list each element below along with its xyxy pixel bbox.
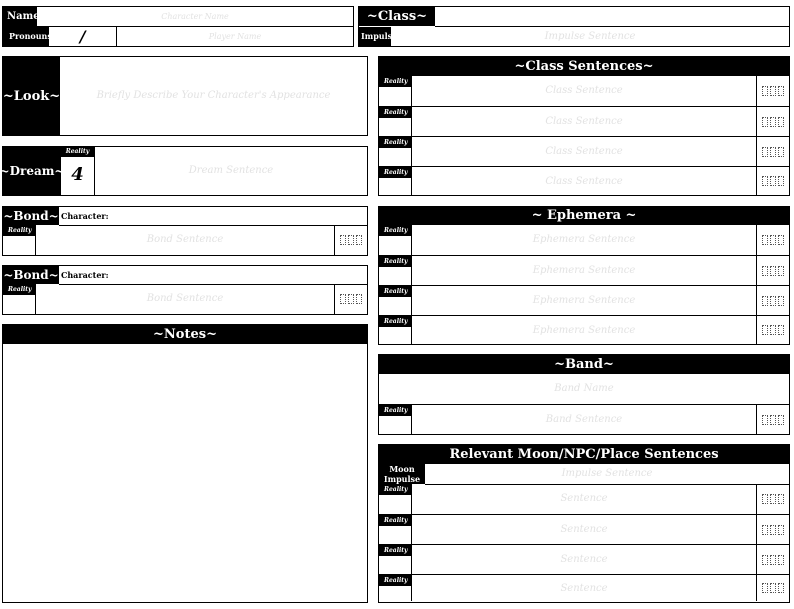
bond-box-2	[2, 265, 368, 315]
ephemera-rows	[379, 225, 789, 344]
moon-label: Moon	[389, 464, 415, 474]
tracker[interactable]	[757, 286, 789, 315]
pronouns-field[interactable]: /	[49, 27, 117, 46]
band-title: ~Band~	[379, 355, 789, 374]
tracker-box[interactable]	[762, 86, 768, 96]
bond-reality-cell-2[interactable]	[3, 295, 36, 314]
reality-label: Reality	[379, 225, 412, 236]
tracker-box[interactable]	[770, 555, 776, 565]
reality-cell[interactable]	[379, 327, 412, 344]
tracker[interactable]	[757, 405, 789, 434]
tracker-box[interactable]	[770, 266, 776, 276]
tracker[interactable]	[757, 225, 789, 255]
name-label: Name	[3, 7, 37, 26]
tracker-box[interactable]	[770, 147, 776, 157]
tracker-box[interactable]	[762, 296, 768, 306]
tracker-box[interactable]	[778, 176, 784, 186]
tracker[interactable]	[757, 484, 789, 514]
tracker-box[interactable]	[778, 235, 784, 245]
tracker-box[interactable]	[778, 296, 784, 306]
bond-row-1	[3, 225, 367, 255]
reality-cell[interactable]	[379, 178, 412, 195]
reality-cell[interactable]	[379, 267, 412, 285]
ephemera-box	[378, 206, 790, 345]
class-sentence-field[interactable]: Class Sentence	[412, 167, 757, 195]
reality-label: Reality	[379, 167, 412, 178]
class-sentences-box	[378, 56, 790, 196]
bond-reality-label-1: Reality	[3, 225, 36, 236]
reality-cell[interactable]	[379, 236, 412, 255]
tracker-box[interactable]	[778, 266, 784, 276]
tracker-box[interactable]	[778, 147, 784, 157]
tracker-box[interactable]	[770, 494, 776, 504]
tracker-box[interactable]	[348, 294, 354, 304]
tracker[interactable]	[757, 256, 789, 285]
look-title: ~Look~	[3, 57, 60, 135]
bond-row-2	[3, 284, 367, 314]
tracker-box[interactable]	[770, 86, 776, 96]
tracker-box[interactable]	[356, 294, 362, 304]
relevant-sentence-field[interactable]: Sentence	[412, 545, 757, 574]
reality-cell[interactable]	[379, 495, 412, 514]
identity-box	[2, 6, 354, 47]
tracker-box[interactable]	[762, 117, 768, 127]
dream-reality-label: Reality	[61, 147, 94, 157]
ephemera-row	[379, 315, 789, 344]
look-box	[2, 56, 368, 136]
tracker-box[interactable]	[762, 147, 768, 157]
reality-label: Reality	[379, 76, 412, 87]
bond-character-label-1: Character:	[61, 211, 109, 221]
dream-title: ~Dream~	[3, 147, 61, 195]
bond-tracker-1[interactable]	[335, 225, 367, 255]
impulse-label: Impulse	[359, 27, 391, 46]
band-sentence-field[interactable]: Band Sentence	[412, 405, 757, 434]
class-sentence-row	[379, 136, 789, 166]
reality-label: Reality	[379, 107, 412, 118]
tracker-box[interactable]	[778, 117, 784, 127]
tracker[interactable]	[757, 545, 789, 574]
ephemera-row	[379, 285, 789, 315]
ephemera-sentence-field[interactable]: Ephemera Sentence	[412, 225, 757, 255]
reality-label: Reality	[379, 286, 412, 297]
class-box	[358, 6, 790, 47]
relevant-rows	[379, 484, 789, 602]
tracker-box[interactable]	[356, 235, 362, 245]
tracker-box[interactable]	[770, 176, 776, 186]
tracker-box[interactable]	[762, 555, 768, 565]
tracker-box[interactable]	[762, 583, 768, 593]
relevant-title: Relevant Moon/NPC/Place Sentences	[379, 445, 789, 464]
bond-reality-label-2: Reality	[3, 284, 36, 295]
band-name-field[interactable]: Band Name	[554, 383, 614, 394]
reality-cell[interactable]	[379, 526, 412, 544]
reality-label: Reality	[379, 484, 412, 495]
class-title: ~Class~	[359, 7, 435, 26]
notes-area[interactable]	[3, 344, 367, 602]
tracker-box[interactable]	[778, 583, 784, 593]
class-sentence-row	[379, 76, 789, 106]
relevant-row	[379, 484, 789, 514]
tracker-box[interactable]	[778, 525, 784, 535]
reality-cell[interactable]	[379, 586, 412, 601]
tracker-box[interactable]	[778, 555, 784, 565]
bond-sentence-field-2[interactable]: Bond Sentence	[36, 284, 335, 314]
tracker-box[interactable]	[762, 525, 768, 535]
class-sentence-row	[379, 106, 789, 136]
reality-label: Reality	[379, 256, 412, 267]
dream-reality-value[interactable]: 4	[71, 164, 84, 185]
tracker-box[interactable]	[340, 294, 346, 304]
tracker[interactable]	[757, 575, 789, 601]
bond-title-2: ~Bond~	[3, 268, 59, 282]
ephemera-sentence-field[interactable]: Ephemera Sentence	[412, 286, 757, 315]
ephemera-sentence-field[interactable]: Ephemera Sentence	[412, 316, 757, 344]
reality-cell[interactable]	[379, 118, 412, 136]
reality-label: Reality	[379, 137, 412, 148]
reality-cell[interactable]	[379, 416, 412, 434]
bond-tracker-2[interactable]	[335, 284, 367, 314]
tracker-box[interactable]	[778, 325, 784, 335]
bond-sentence-field-1[interactable]: Bond Sentence	[36, 225, 335, 255]
tracker-box[interactable]	[778, 494, 784, 504]
impulse-sublabel: Impulse	[383, 474, 421, 484]
player-name-field[interactable]: Player Name	[208, 32, 262, 41]
reality-label: Reality	[379, 575, 412, 586]
tracker[interactable]	[757, 316, 789, 344]
look-description-field[interactable]: Briefly Describe Your Character's Appearance	[96, 90, 331, 101]
tracker[interactable]	[757, 167, 789, 195]
reality-label: Reality	[379, 405, 412, 416]
class-sentence-field[interactable]: Class Sentence	[412, 107, 757, 136]
dream-sentence-field[interactable]: Dream Sentence	[188, 165, 274, 176]
tracker-box[interactable]	[348, 235, 354, 245]
notes-box	[2, 324, 368, 603]
class-sentence-row	[379, 166, 789, 195]
pronouns-label: Pronouns	[3, 27, 49, 46]
relevant-sentence-field[interactable]: Sentence	[412, 515, 757, 544]
class-sentences-rows	[379, 76, 789, 195]
tracker-box[interactable]	[340, 235, 346, 245]
bond-character-label-2: Character:	[61, 270, 109, 280]
class-sentences-title: ~Class Sentences~	[379, 57, 789, 76]
tracker-box[interactable]	[762, 325, 768, 335]
tracker[interactable]	[757, 107, 789, 136]
tracker-box[interactable]	[770, 583, 776, 593]
relevant-sentence-field[interactable]: Sentence	[412, 575, 757, 601]
bond-title-1: ~Bond~	[3, 209, 59, 223]
class-sentence-field[interactable]: Class Sentence	[412, 137, 757, 166]
character-name-field[interactable]: Character Name	[161, 12, 229, 21]
moon-impulse-field[interactable]: Impulse Sentence	[561, 468, 653, 479]
ephemera-title: ~ Ephemera ~	[379, 207, 789, 225]
tracker-box[interactable]	[762, 176, 768, 186]
moon-impulse-label	[379, 464, 425, 484]
ephemera-sentence-field[interactable]: Ephemera Sentence	[412, 256, 757, 285]
reality-cell[interactable]	[379, 556, 412, 574]
tracker[interactable]	[757, 76, 789, 106]
tracker-box[interactable]	[770, 235, 776, 245]
reality-cell[interactable]	[379, 87, 412, 106]
class-sentence-field[interactable]: Class Sentence	[412, 76, 757, 106]
notes-title: ~Notes~	[3, 325, 367, 344]
band-row	[379, 405, 789, 434]
relevant-box	[378, 444, 790, 603]
tracker-box[interactable]	[762, 415, 768, 425]
reality-label: Reality	[379, 316, 412, 327]
tracker[interactable]	[757, 515, 789, 544]
tracker-box[interactable]	[762, 494, 768, 504]
tracker-box[interactable]	[770, 415, 776, 425]
relevant-row	[379, 514, 789, 544]
tracker-box[interactable]	[762, 235, 768, 245]
band-box	[378, 354, 790, 435]
reality-cell[interactable]	[379, 148, 412, 166]
tracker-box[interactable]	[770, 296, 776, 306]
reality-label: Reality	[379, 515, 412, 526]
tracker-box[interactable]	[770, 525, 776, 535]
relevant-sentence-field[interactable]: Sentence	[412, 484, 757, 514]
ephemera-row	[379, 255, 789, 285]
tracker-box[interactable]	[762, 266, 768, 276]
tracker-box[interactable]	[778, 86, 784, 96]
reality-cell[interactable]	[379, 297, 412, 315]
bond-box-1	[2, 206, 368, 256]
tracker[interactable]	[757, 137, 789, 166]
tracker-box[interactable]	[770, 325, 776, 335]
dream-box	[2, 146, 368, 196]
tracker-box[interactable]	[770, 117, 776, 127]
tracker-box[interactable]	[778, 415, 784, 425]
relevant-row	[379, 544, 789, 574]
relevant-row	[379, 574, 789, 601]
ephemera-row	[379, 225, 789, 255]
bond-reality-cell-1[interactable]	[3, 236, 36, 255]
class-impulse-field[interactable]: Impulse Sentence	[544, 31, 636, 42]
reality-label: Reality	[379, 545, 412, 556]
